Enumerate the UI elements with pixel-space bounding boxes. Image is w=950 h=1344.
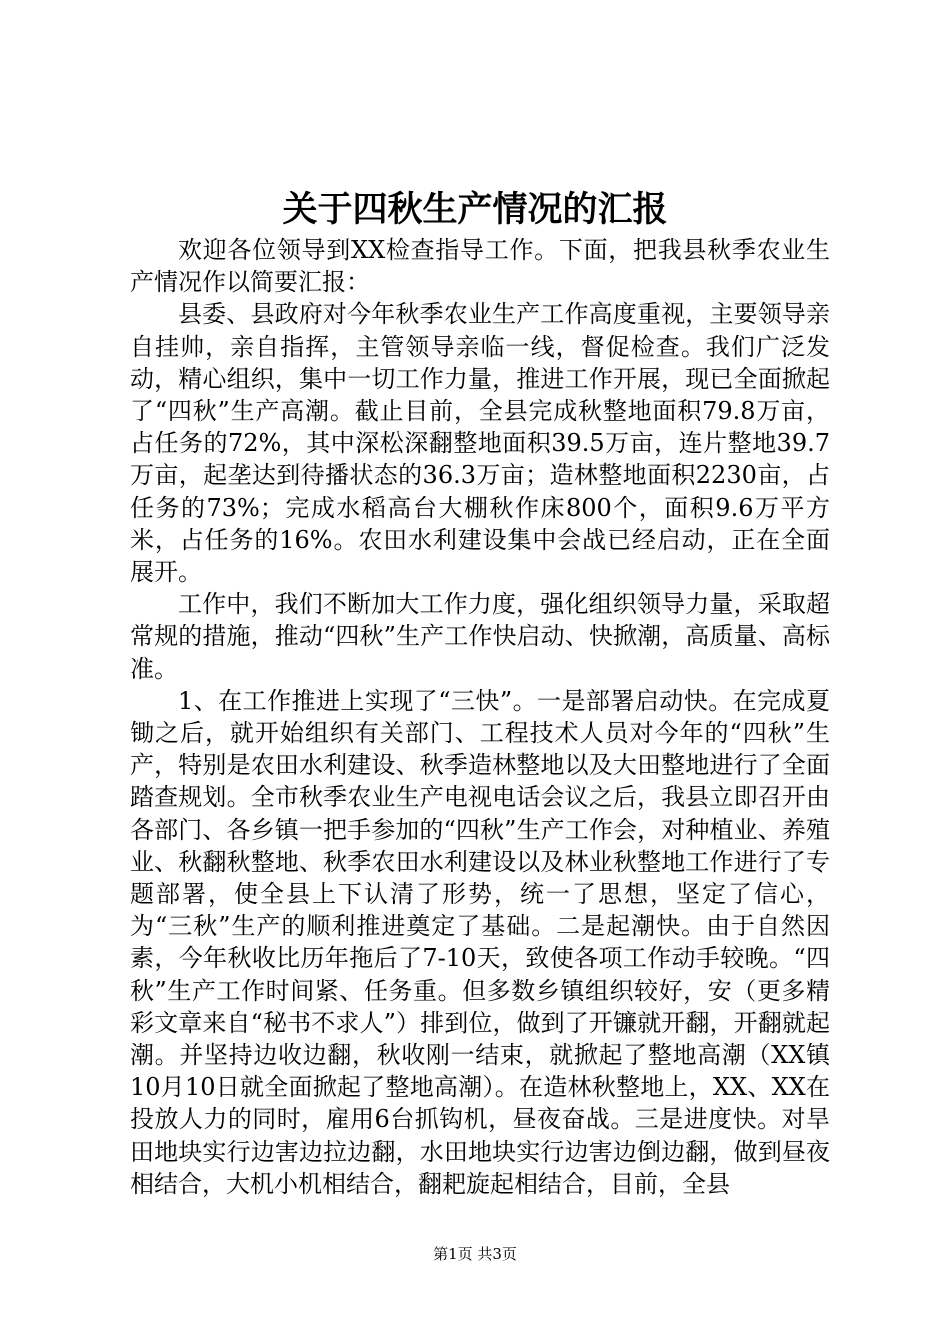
document-title: 关于四秋生产情况的汇报 <box>282 189 668 230</box>
page-number-footer: 第1页 共3页 <box>433 1245 517 1263</box>
paragraph-three-fast: 1、在工作推进上实现了“三快”。一是部署启动快。在完成夏锄之后，就开始组织有关部门、工程技术人员对今年的“四秋”生产，特别是农田水利建设、秋季造林整地以及大田整地进行了全面踏查规划。全市秋季农业生产电视电话会议之后，我县立即召开由各部门、各乡镇一把手参加的“四秋”生产工作会，对种植业、养殖业、秋翻秋整地、秋季农田水利建设以及林业秋整地工作进行了专题部署，使全县上下认清了形势，统一了思想，坚定了信心，为“三秋”生产的顺利推进奠定了基础。二是起潮快。由于自然因素，今年秋收比历年拖后了7-10天，致使各项工作动手较晚。“四秋”生产工作时间紧、任务重。但多数乡镇组织较好，安（更多精彩文章来自“秘书不求人”）排到位，做到了开镰就开翻，开翻就起潮。并坚持边收边翻，秋收刚一结束，就掀起了整地高潮（XX镇10月10日就全面掀起了整地高潮）。在造林秋整地上，XX、XX在投放人力的同时，雇用6台抓钩机，昼夜奋战。三是进度快。对旱田地块实行边害边拉边翻，水田地块实行边害边倒边翻，做到昼夜相结合，大机小机相结合，翻耙旋起相结合，目前，全县 <box>130 686 830 1198</box>
document-body <box>130 234 830 1200</box>
paragraph-measures: 工作中，我们不断加大工作力度，强化组织领导力量，采取超常规的措施，推动“四秋”生产工作快启动、快掀潮，高质量、高标准。 <box>130 590 830 683</box>
paragraph-overview: 县委、县政府对今年秋季农业生产工作高度重视，主要领导亲自挂帅，亲自指挥，主管领导亲临一线，督促检查。我们广泛发动，精心组织，集中一切工作力量，推进工作开展，现已全面掀起了“四秋”生产高潮。截止目前，全县完成秋整地面积79.8万亩，占任务的72%，其中深松深翻整地面积39.5万亩，连片整地39.7万亩，起垄达到待播状态的36.3万亩；造林整地面积2230亩，占任务的73%；完成水稻高台大棚秋作床800个，面积9.6万平方米，占任务的16%。农田水利建设集中会战已经启动，正在全面展开。 <box>130 300 830 587</box>
paragraph-intro: 欢迎各位领导到XX检查指导工作。下面，把我县秋季农业生产情况作以简要汇报： <box>130 236 830 297</box>
